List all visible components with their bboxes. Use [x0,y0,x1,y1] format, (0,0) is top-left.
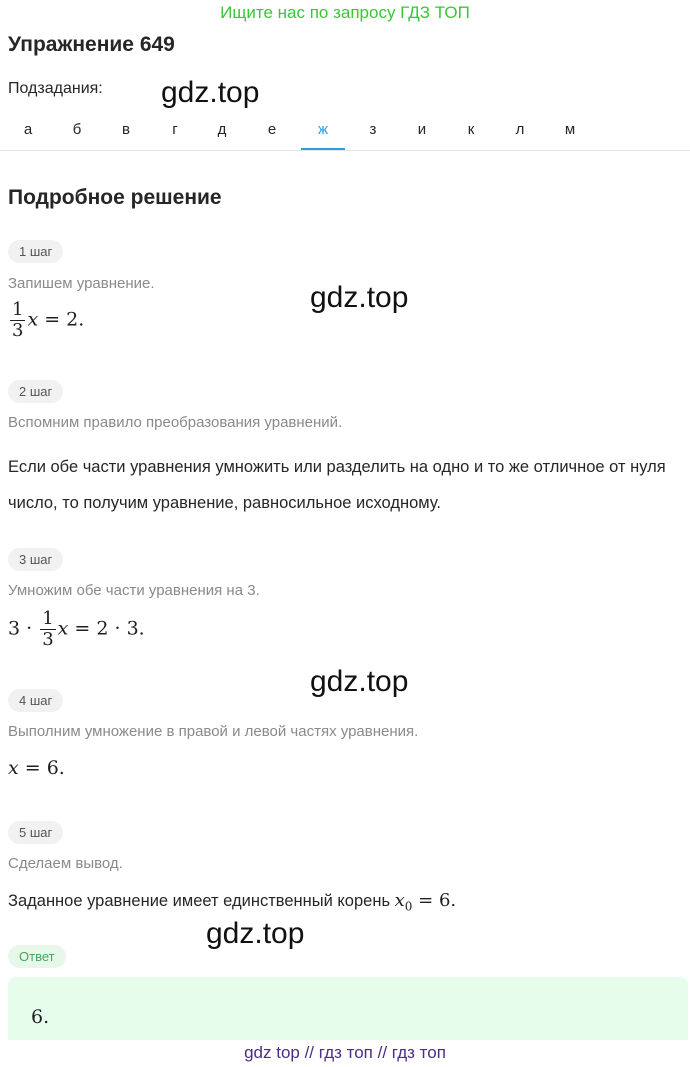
answer-value: 6. [31,1006,50,1028]
tab-g[interactable]: г [172,121,178,138]
step-formula: x = 6. [8,757,65,779]
tab-m[interactable]: м [564,121,576,138]
watermark: gdz.top [310,281,409,314]
step-formula: 3 · $\frac{1}{3}$ x = 2 · 3. [8,608,145,650]
watermark: gdz.top [161,76,260,109]
watermark: gdz.top [310,665,409,698]
step-hint: Вспомним правило преобразования уравнений. [8,414,343,431]
page-title: Упражнение 649 [8,33,175,56]
step-badge: 1 шаг [8,240,63,263]
tab-k[interactable]: к [467,121,475,138]
subtasks-label: Подзадания: [8,80,103,97]
step-hint: Умножим обе части уравнения на 3. [8,582,260,599]
tab-zh[interactable]: ж [301,112,345,150]
step-text: Если обе части уравнения умножить или разделить на одно и то же отличное от нуля число, то получим уравнение, равносильное исходному. [8,458,666,512]
answer-box [8,977,688,1040]
step-badge: 3 шаг [8,548,63,571]
step-hint: Выполним умножение в правой и левой частях уравнения. [8,723,419,740]
watermark: gdz.top [206,917,305,950]
tab-a[interactable]: а [23,121,33,138]
step-badge: 4 шаг [8,689,63,712]
footer-links[interactable]: gdz top // гдз топ // гдз топ [244,1043,446,1062]
tab-d[interactable]: д [217,121,227,138]
tab-z[interactable]: з [369,121,377,138]
step-hint: Сделаем вывод. [8,855,123,872]
tab-l[interactable]: л [515,121,525,138]
step-text: Заданное уравнение имеет единственный корень $x_0 = 6$. [8,890,457,914]
tab-i[interactable]: и [417,121,427,138]
tab-b[interactable]: б [72,121,82,138]
step-formula: $\frac{1}{3}$ x = 2. [12,299,85,341]
step-hint: Запишем уравнение. [8,275,155,292]
solution-title: Подробное решение [8,186,222,209]
answer-badge: Ответ [8,945,66,968]
tab-e[interactable]: е [267,121,277,138]
step-badge: 5 шаг [8,821,63,844]
subtask-tabs [0,112,690,151]
step-badge: 2 шаг [8,380,63,403]
promo-banner[interactable]: Ищите нас по запросу ГДЗ ТОП [220,3,470,22]
tab-v[interactable]: в [122,121,130,138]
